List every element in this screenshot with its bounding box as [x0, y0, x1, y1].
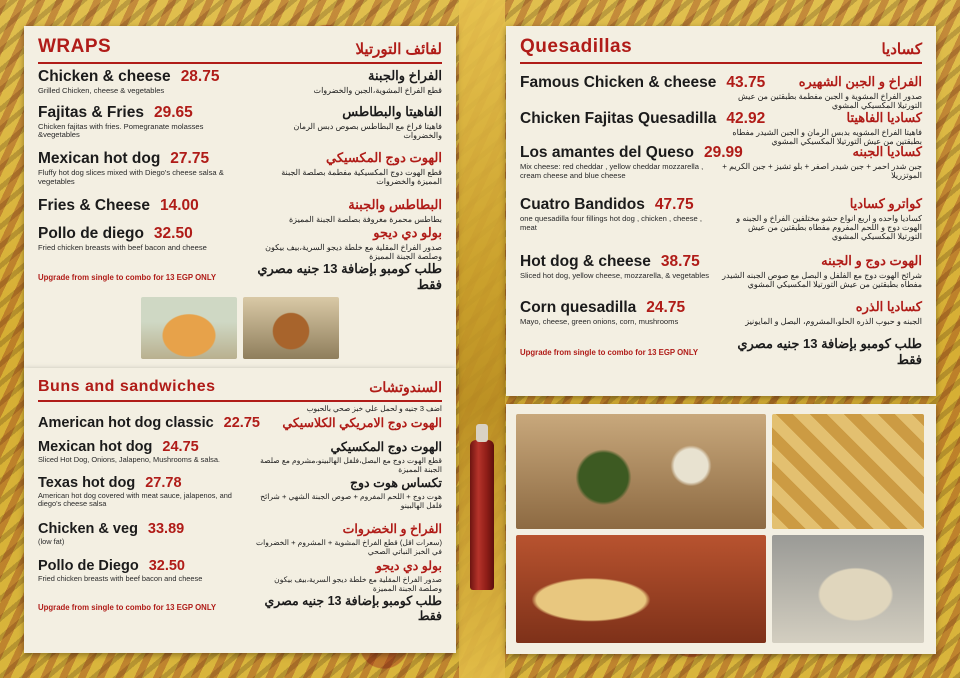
menu-item [38, 150, 442, 186]
item-name-ar: كساديا الذره [855, 298, 922, 314]
item-price: 29.99 [704, 144, 743, 161]
buns-section [24, 368, 456, 653]
item-description: Fried chicken breasts with beef bacon and cheese [38, 574, 203, 584]
item-price: 27.78 [145, 474, 182, 491]
wraps-title-en: WRAPS [38, 36, 112, 57]
item-description: American hot dog covered with meat sauce, jalapenos, and diego's cheese salsa [38, 490, 232, 509]
item-price: 32.50 [153, 224, 193, 242]
item-name-ar: الهوت دوج الامريكي الكلاسيكي [282, 416, 442, 430]
quesadillas-upgrade-note-ar: طلب كومبو بإضافة 13 جنيه مصري فقط [737, 336, 922, 368]
quesadilla-tray-photo [516, 535, 766, 643]
item-name: Chicken & cheese [38, 68, 171, 85]
photo-collage [506, 404, 936, 654]
item-description-ar: صدور الفراخ المقلية مع خلطة ديجو السرية،بيف بيكون وصلصة الجبنة المميزة [274, 575, 442, 594]
buns-divider [38, 400, 442, 402]
item-description-ar: قطع الهوت دوج المكسيكية مفطمة بصلصة الجبنة المميزة والخضروات [281, 168, 442, 187]
quesadillas-item-list [506, 66, 936, 326]
hotdog-sandwich-photo [141, 297, 237, 359]
menu-item [38, 68, 442, 96]
item-price: 43.75 [726, 74, 766, 91]
item-name: Chicken & veg [38, 520, 138, 537]
wraps-upgrade-note [24, 259, 456, 293]
item-description: Grilled Chicken, cheese & vegetables [38, 86, 165, 95]
wraps-upgrade-note-en: Upgrade from single to combo for 13 EGP ONLY [38, 272, 217, 282]
item-description-ar: صدور الفراخ المشوية و الجبن مفطمة بطبقتين من عيش التورتيلا المكسيكي المشوي [737, 92, 922, 110]
item-description-ar: شرائح الهوت دوج مع الفلفل و البصل مع صوص الجبنه الشيدر مفطاه بطبقتين من عيش التورتيلا المكسيكي المشوي [722, 270, 922, 289]
menu-item [38, 415, 442, 431]
item-description: Mix cheese: red cheddar , yellow cheddar mozzarella , cream cheese and blue cheese [520, 162, 704, 180]
item-description: Fried chicken breasts with beef bacon and cheese [38, 242, 207, 252]
menu-item [38, 520, 442, 556]
item-description-ar: كساديا واحده و اربع انواع حشو مختلفين الفراخ و الجبنه و الهوت دوج و اللحم المفروم مفطاه بطبقتين من عيش التورتيلا المكسيكي المشوي [736, 214, 922, 242]
ketchup-bottle-decoration [470, 440, 494, 590]
item-name: Mexican hot dog [38, 439, 153, 455]
item-name: Chicken Fajitas Quesadilla [520, 110, 717, 127]
quesadillas-upgrade-note [506, 334, 936, 368]
item-name: Famous Chicken & cheese [520, 74, 717, 91]
item-description-ar: بطاطس محمرة مغروفة بصلصة الجبنة المميزة [288, 214, 442, 224]
item-price: 47.75 [654, 196, 694, 214]
item-name: Fries & Cheese [38, 196, 150, 214]
menu-item [520, 74, 922, 110]
item-name-ar: كساديا الفاهيتا [846, 110, 922, 125]
wraps-photos [24, 293, 456, 359]
item-name: Pollo de diego [38, 224, 144, 242]
item-name: Corn quesadilla [520, 298, 637, 316]
quesadillas-upgrade-note-en: Upgrade from single to combo for 13 EGP ONLY [520, 347, 699, 357]
item-name-ar: الهوت دوج المكسيكي [325, 150, 442, 166]
item-description: (low fat) [38, 536, 65, 546]
item-price: 38.75 [660, 252, 700, 270]
item-description-ar: فاهيتا فراخ مع البطاطس بصوص دبس الرمان والخضروات [293, 121, 442, 140]
quesadillas-divider [520, 62, 922, 64]
quesadillas-title-ar: كساديا [881, 41, 922, 58]
item-description: Chicken fajitas with fries. Pomegranate molasses &vegetables [38, 121, 204, 140]
item-description: Mayo, cheese, green onions, corn, mushrooms [520, 316, 679, 326]
item-name-ar: كساديا الجبنه [852, 144, 922, 159]
wraps-item-list [24, 66, 456, 261]
menu-item [520, 299, 922, 327]
item-description: Fluffy hot dog slices mixed with Diego's cheese salsa & vegetables [38, 168, 224, 186]
quesadilla-slices-photo [772, 414, 924, 529]
buns-subnote-ar: اضف 3 جنيه و لحمل علي خبز صحي بالحبوب [306, 404, 442, 413]
item-name-ar: الهوت دوج و الجبنه [821, 252, 922, 268]
item-name-ar: الفراخ والجبنة [368, 68, 442, 83]
item-price: 22.75 [223, 415, 260, 431]
item-description-ar: (سعرات اقل) قطع الفراخ المشوية + المشروم + الخضروات في الخبز النباتي الصحي [255, 537, 442, 556]
wraps-upgrade-note-ar: طلب كومبو بإضافة 13 جنيه مصري فقط [257, 261, 442, 293]
item-name: Los amantes del Queso [520, 144, 694, 161]
item-name-ar: كواترو كساديا [849, 196, 922, 212]
item-name: Hot dog & cheese [520, 252, 651, 270]
item-name: Pollo de Diego [38, 558, 139, 575]
item-name-ar: الهوت دوج المكسيكي [330, 440, 442, 454]
item-name-ar: تكساس هوت دوج [349, 475, 442, 490]
menu-item [520, 196, 922, 242]
buns-item-list [24, 413, 456, 594]
item-name: Fajitas & Fries [38, 103, 144, 121]
item-price: 24.75 [162, 439, 199, 455]
menu-item [38, 475, 442, 509]
item-price: 32.50 [148, 558, 185, 575]
item-description-ar: قطع الهوت دوج مع البصل،فلفل الهالبينو،مشروم مع صلصة الجبنة المميزة [260, 456, 442, 474]
item-name: Texas hot dog [38, 474, 136, 491]
menu-item [520, 144, 922, 180]
item-name-ar: الفاهيتا والبطاطس [342, 103, 442, 119]
item-description: one quesadilla four fillings hot dog , chicken , cheese , meat [520, 214, 702, 233]
item-name-ar: بولو دي ديجو [373, 224, 442, 240]
menu-item [38, 224, 442, 261]
item-description-ar: قطع الفراخ المشوية،الجبن والخضروات [313, 86, 442, 95]
wraps-divider [38, 62, 442, 64]
buns-title-ar: السندوتشات [369, 379, 442, 395]
menu-item [38, 104, 442, 140]
item-price: 28.75 [180, 68, 220, 85]
item-description: Sliced Hot Dog, Onions, Jalapeno, Mushrooms & salsa. [38, 455, 220, 464]
item-price: 14.00 [160, 196, 199, 214]
buns-upgrade-note-ar: طلب كومبو بإضافة 13 جنيه مصري فقط [264, 593, 442, 623]
item-name-ar: البطاطس والجبنة [348, 196, 442, 212]
quesadillas-title-en: Quesadillas [520, 36, 633, 57]
item-description: Sliced hot dog, yellow cheese, mozzarella, & vegetables [520, 270, 710, 280]
item-name: Mexican hot dog [38, 150, 161, 168]
item-price: 27.75 [170, 150, 210, 168]
wraps-section [24, 26, 456, 386]
item-description-ar: الجبنه و حبوب الذره الحلو،المشروم، البصل و المايونيز [745, 316, 922, 326]
item-description-ar: فاهيتا الفراخ المشويه بدبس الرمان و الجبن الشيدر مفطاه بطبقتين من عيش التورتيلا المكسيكي المشوي [732, 128, 922, 146]
item-name-ar: الفراخ و الجبن الشهيره [798, 74, 922, 89]
menu-item [520, 252, 922, 289]
item-price: 29.65 [153, 103, 193, 121]
quesadilla-plate-photo [772, 535, 924, 643]
item-name-ar: الفراخ و الخضروات [342, 521, 442, 536]
item-description-ar: هوت دوج + اللحم المفروم + صوص الجبنة الشهي + شرائح فلفل الهالبينو [260, 491, 442, 510]
item-description-ar: جبن شدر احمر + جبن شيدر اصفر + بلو تشيز + جبن الكريم + الموتزريلا [722, 162, 922, 180]
menu-item [520, 110, 922, 146]
menu-item [38, 439, 442, 474]
buns-title-en: Buns and sandwiches [38, 378, 216, 395]
buns-upgrade-note [24, 591, 456, 623]
item-price: 24.75 [646, 298, 686, 316]
quesadillas-section [506, 26, 936, 396]
item-name: American hot dog classic [38, 415, 214, 431]
item-description-ar: صدور الفراخ المقلية مع خلطة ديجو السرية،بيف بيكون وصلصة الجبنة المميزة [265, 242, 442, 261]
menu-item [38, 196, 442, 224]
item-price: 42.92 [726, 110, 766, 127]
wraps-title-ar: لفائف التورتيلا [355, 41, 442, 58]
buns-upgrade-note-en: Upgrade from single to combo for 13 EGP ONLY [38, 603, 217, 613]
item-price: 33.89 [147, 520, 185, 537]
mexican-dish-photo [243, 297, 339, 359]
item-name: Cuatro Bandidos [520, 196, 645, 214]
item-name-ar: بولو دي ديجو [375, 559, 442, 574]
quesadilla-platter-photo [516, 414, 766, 529]
menu-item [38, 558, 442, 594]
